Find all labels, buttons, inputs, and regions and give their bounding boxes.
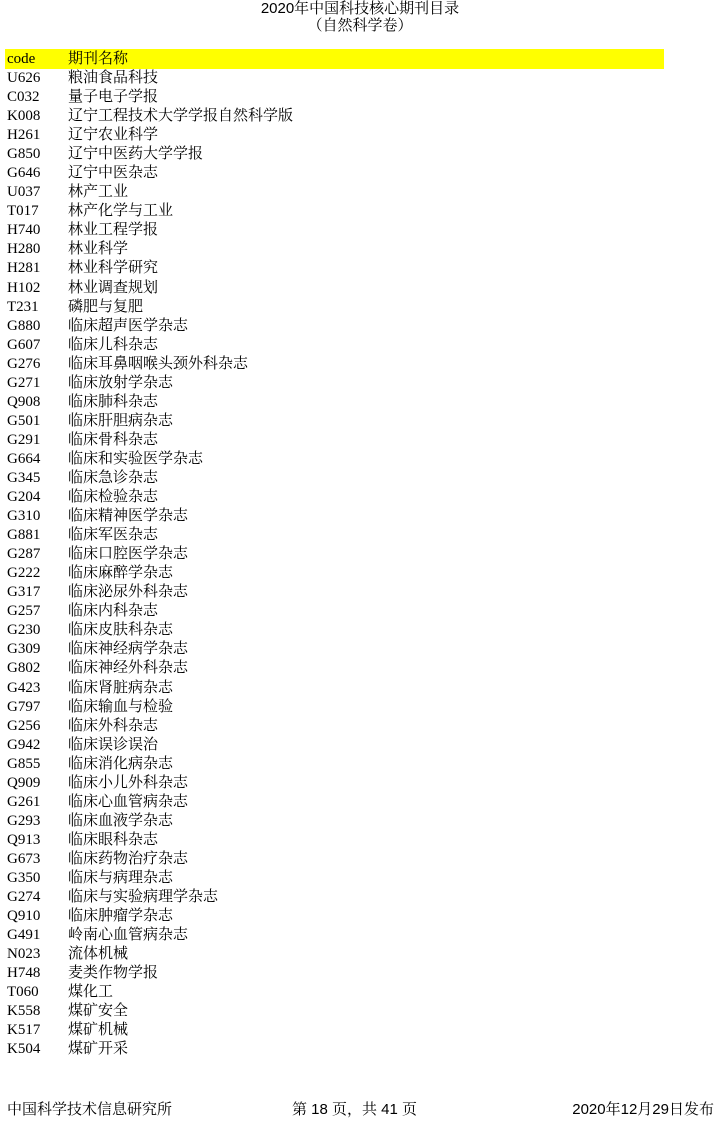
journal-name: 临床肾脏病杂志 — [68, 679, 174, 696]
table-row — [5, 126, 664, 145]
page-title: 2020年中国科技核心期刊目录 — [260, 0, 460, 17]
journal-name: 辽宁中医药大学学报 — [68, 146, 204, 163]
journal-name: 粮油食品科技 — [68, 70, 159, 86]
journal-code: G345 — [7, 469, 41, 486]
journal-code: G261 — [7, 793, 41, 810]
journal-code: H748 — [7, 965, 41, 982]
journal-code: G881 — [7, 527, 41, 544]
table-row — [5, 926, 664, 945]
footer-page-info: 第 18 页，共 41 页 — [292, 1101, 418, 1118]
journal-name: 临床肝胆病杂志 — [68, 412, 174, 429]
table-row — [5, 526, 664, 545]
journal-name: 临床急诊杂志 — [68, 469, 159, 486]
journal-name: 临床儿科杂志 — [68, 336, 159, 353]
journal-name: 临床消化病杂志 — [68, 755, 174, 772]
journal-name: 辽宁中医杂志 — [68, 165, 159, 182]
table-row — [5, 888, 664, 907]
journal-name: 量子电子学报 — [68, 89, 159, 106]
journal-code: H102 — [7, 279, 41, 296]
table-row — [5, 659, 664, 678]
journal-name: 林业工程学报 — [68, 222, 159, 239]
journal-name: 临床口腔医学杂志 — [68, 546, 189, 563]
table-row — [5, 774, 664, 793]
journal-name: 临床耳鼻咽喉头颈外科杂志 — [68, 355, 249, 372]
journal-code: G317 — [7, 584, 41, 601]
journal-name: 临床超声医学杂志 — [68, 317, 189, 334]
table-row — [5, 374, 664, 393]
journal-name: 煤化工 — [68, 984, 114, 1001]
table-row — [5, 831, 664, 850]
journal-code: Q910 — [7, 908, 41, 925]
journal-code: U037 — [7, 184, 41, 201]
journal-name: 辽宁农业科学 — [68, 127, 159, 144]
table-row — [5, 107, 664, 126]
table-body — [5, 69, 664, 1059]
journal-code: K558 — [7, 1003, 41, 1020]
journal-code: T060 — [7, 984, 39, 1001]
table-row — [5, 450, 664, 469]
journal-code: T017 — [7, 203, 39, 220]
journal-name: 临床心血管病杂志 — [68, 793, 189, 810]
journal-name: 临床神经病学杂志 — [68, 641, 189, 658]
journal-code: G350 — [7, 869, 41, 886]
journal-name: 临床血液学杂志 — [68, 812, 174, 829]
table-row — [5, 850, 664, 869]
journal-code: G491 — [7, 927, 41, 944]
journal-code: G293 — [7, 812, 41, 829]
table-row — [5, 393, 664, 412]
journal-name: 临床放射学杂志 — [68, 374, 174, 391]
table-row — [5, 545, 664, 564]
journal-code: G880 — [7, 317, 41, 334]
journal-name: 临床与实验病理学杂志 — [68, 889, 219, 906]
table-row — [5, 869, 664, 888]
table-row — [5, 1002, 664, 1021]
table-row — [5, 145, 664, 164]
journal-name: 临床药物治疗杂志 — [68, 850, 189, 867]
journal-code: G257 — [7, 603, 41, 620]
table-row — [5, 621, 664, 640]
journal-name: 林产化学与工业 — [68, 203, 174, 220]
table-row — [5, 164, 664, 183]
journal-name: 林业调查规划 — [68, 279, 159, 296]
table-row — [5, 336, 664, 355]
table-row — [5, 507, 664, 526]
table-row — [5, 640, 664, 659]
journal-code: H280 — [7, 241, 41, 258]
journal-code: G850 — [7, 146, 41, 163]
journal-code: G291 — [7, 431, 41, 448]
journal-name: 林业科学 — [68, 241, 129, 258]
journal-name: 临床神经外科杂志 — [68, 660, 189, 677]
journal-name: 林产工业 — [68, 184, 129, 201]
table-row — [5, 945, 664, 964]
table-row — [5, 317, 664, 336]
table-row — [5, 602, 664, 621]
column-header-code: code — [7, 51, 36, 67]
journal-code: G673 — [7, 850, 41, 867]
journal-code: G942 — [7, 736, 41, 753]
journal-code: C032 — [7, 89, 40, 106]
journal-code: H261 — [7, 127, 41, 144]
footer-release-date: 2020年12月29日发布 — [572, 1101, 714, 1118]
journal-name: 林业科学研究 — [68, 260, 159, 277]
journal-code: T231 — [7, 298, 39, 315]
journal-name: 磷肥与复肥 — [68, 298, 144, 315]
table-row — [5, 69, 664, 88]
table-row — [5, 679, 664, 698]
table-row — [5, 812, 664, 831]
table-row — [5, 1040, 664, 1059]
journal-name: 煤矿安全 — [68, 1003, 129, 1020]
journal-code: G230 — [7, 622, 41, 639]
page-subtitle: （自然科学卷） — [307, 17, 413, 34]
journal-name: 临床内科杂志 — [68, 603, 159, 620]
journal-name: 临床外科杂志 — [68, 717, 159, 734]
journal-code: N023 — [7, 946, 41, 963]
journal-name: 临床麻醉学杂志 — [68, 565, 174, 582]
table-row — [5, 259, 664, 278]
journal-code: K517 — [7, 1022, 41, 1039]
journal-code: G802 — [7, 660, 41, 677]
journal-name: 临床骨科杂志 — [68, 431, 159, 448]
table-row — [5, 793, 664, 812]
table-row — [5, 907, 664, 926]
journal-code: Q913 — [7, 831, 41, 848]
journal-name: 临床军医杂志 — [68, 527, 159, 544]
journal-name: 临床与病理杂志 — [68, 869, 174, 886]
journal-code: G855 — [7, 755, 41, 772]
footer-institute: 中国科学技术信息研究所 — [7, 1101, 173, 1118]
journal-code: G309 — [7, 641, 41, 658]
journal-name: 临床小儿外科杂志 — [68, 774, 189, 791]
table-row — [5, 240, 664, 259]
journal-name: 岭南心血管病杂志 — [68, 927, 189, 944]
journal-name: 临床误诊误治 — [68, 736, 159, 753]
table-row — [5, 355, 664, 374]
journal-code: H281 — [7, 260, 41, 277]
table-row — [5, 202, 664, 221]
journal-name: 临床和实验医学杂志 — [68, 450, 204, 467]
journal-code: G204 — [7, 489, 41, 506]
table-row — [5, 983, 664, 1002]
table-row — [5, 755, 664, 774]
journal-name: 辽宁工程技术大学学报自然科学版 — [68, 108, 294, 125]
journal-code: G646 — [7, 165, 41, 182]
journal-code: Q908 — [7, 393, 41, 410]
journal-code: H740 — [7, 222, 41, 239]
journal-code: K504 — [7, 1041, 41, 1058]
journal-name: 临床精神医学杂志 — [68, 508, 189, 525]
table-row — [5, 183, 664, 202]
table-row — [5, 279, 664, 298]
journal-code: G222 — [7, 565, 41, 582]
journal-name: 临床泌尿外科杂志 — [68, 584, 189, 601]
journal-name: 流体机械 — [68, 946, 129, 963]
journal-name: 临床肿瘤学杂志 — [68, 908, 174, 925]
journal-code: G256 — [7, 717, 41, 734]
page-footer — [0, 1100, 720, 1120]
table-row — [5, 488, 664, 507]
table-row — [5, 412, 664, 431]
journal-code: K008 — [7, 108, 41, 125]
journal-name: 临床输血与检验 — [68, 698, 174, 715]
journal-name: 煤矿机械 — [68, 1022, 129, 1039]
journal-code: G607 — [7, 336, 41, 353]
journal-code: G797 — [7, 698, 41, 715]
journal-code: G310 — [7, 508, 41, 525]
journal-code: U626 — [7, 70, 41, 86]
table-row — [5, 1021, 664, 1040]
journal-code: Q909 — [7, 774, 41, 791]
journal-table — [5, 49, 664, 1059]
journal-name: 临床检验杂志 — [68, 489, 159, 506]
table-row — [5, 564, 664, 583]
table-header-row — [5, 49, 664, 69]
table-row — [5, 736, 664, 755]
table-row — [5, 88, 664, 107]
journal-code: G501 — [7, 412, 41, 429]
table-row — [5, 583, 664, 602]
journal-code: G664 — [7, 450, 41, 467]
journal-name: 临床眼科杂志 — [68, 831, 159, 848]
journal-code: G274 — [7, 889, 41, 906]
journal-code: G276 — [7, 355, 41, 372]
table-row — [5, 717, 664, 736]
table-row — [5, 698, 664, 717]
journal-code: G423 — [7, 679, 41, 696]
table-row — [5, 964, 664, 983]
journal-name: 煤矿开采 — [68, 1041, 129, 1058]
column-header-name: 期刊名称 — [68, 51, 129, 67]
table-row — [5, 221, 664, 240]
journal-code: G287 — [7, 546, 41, 563]
table-row — [5, 469, 664, 488]
journal-name: 临床皮肤科杂志 — [68, 622, 174, 639]
page-header — [0, 0, 720, 34]
journal-name: 临床肺科杂志 — [68, 393, 159, 410]
table-row — [5, 431, 664, 450]
journal-code: G271 — [7, 374, 41, 391]
table-row — [5, 298, 664, 317]
journal-name: 麦类作物学报 — [68, 965, 159, 982]
